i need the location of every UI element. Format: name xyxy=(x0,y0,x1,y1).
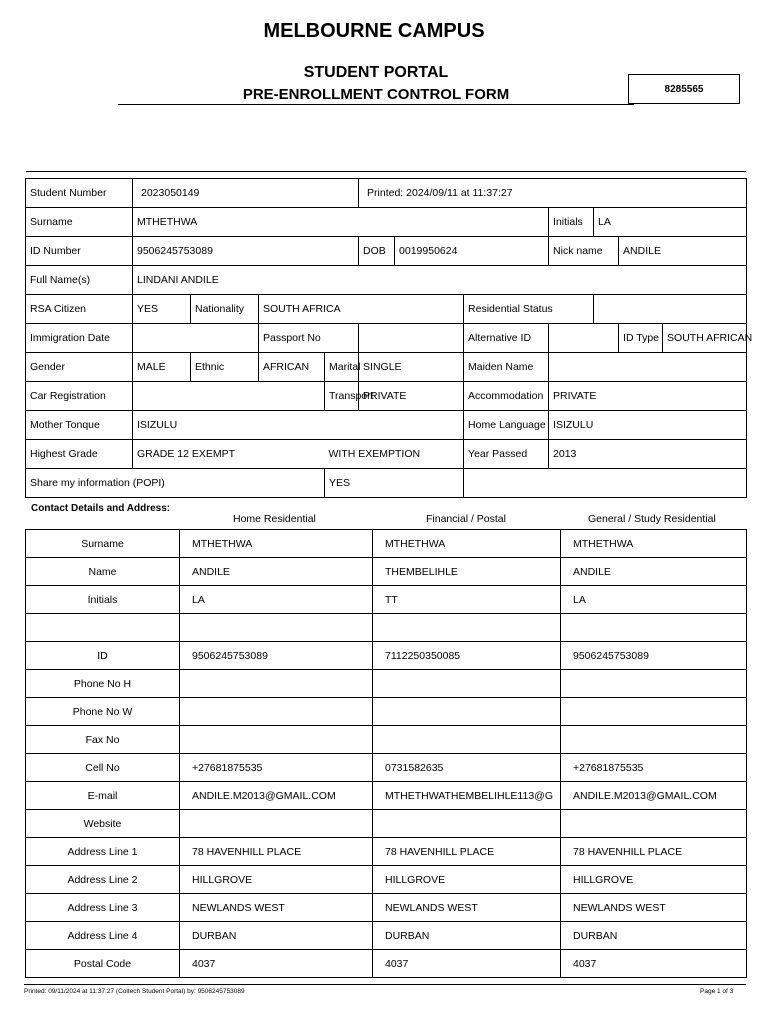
contact-row-label: Initials xyxy=(26,586,180,614)
form-title: PRE-ENROLLMENT CONTROL FORM xyxy=(242,86,510,103)
contact-row xyxy=(26,950,747,978)
contact-cell xyxy=(373,614,561,642)
contact-row xyxy=(26,922,747,950)
ethnic-value: AFRICAN xyxy=(259,353,325,382)
control-number-box: 8285565 xyxy=(628,74,740,104)
residential-status-value xyxy=(594,295,747,324)
ethnic-label: Ethnic xyxy=(191,353,259,382)
contact-row xyxy=(26,698,747,726)
contact-cell xyxy=(373,670,561,698)
row-immigration xyxy=(26,324,747,353)
contact-row-label: Website xyxy=(26,810,180,838)
contact-cell: DURBAN xyxy=(373,922,561,950)
contact-row xyxy=(26,838,747,866)
contact-cell xyxy=(180,726,373,754)
contact-cell xyxy=(561,810,747,838)
id-type-value: SOUTH AFRICAN xyxy=(663,324,747,353)
alt-id-value xyxy=(549,324,619,353)
contact-row xyxy=(26,670,747,698)
transport-label: Transport xyxy=(325,382,359,411)
marital-value: SINGLE xyxy=(359,353,464,382)
nickname-value: ANDILE xyxy=(619,237,747,266)
footer-line xyxy=(24,984,746,985)
contact-cell xyxy=(180,670,373,698)
contact-row-label: Fax No xyxy=(26,726,180,754)
contact-cell: DURBAN xyxy=(180,922,373,950)
contact-row xyxy=(26,782,747,810)
full-names-value: LINDANI ANDILE xyxy=(133,266,747,295)
contact-row xyxy=(26,866,747,894)
accommodation-label: Accommodation xyxy=(464,382,549,411)
home-language-label: Home Language xyxy=(464,411,549,440)
contact-cell: 78 HAVENHILL PLACE xyxy=(373,838,561,866)
contact-row-label: Cell No xyxy=(26,754,180,782)
contact-cell xyxy=(180,810,373,838)
contact-cell: HILLGROVE xyxy=(373,866,561,894)
row-student-number xyxy=(26,179,747,208)
header-separator xyxy=(26,171,746,172)
contact-row-label: Address Line 2 xyxy=(26,866,180,894)
contact-row-label: Surname xyxy=(26,530,180,558)
footer-printed-info: Printed: 09/11/2024 at 11:37:27 (Coltech Student Portal) by: 9506245753089 xyxy=(24,988,245,995)
row-id-number xyxy=(26,237,747,266)
contact-cell xyxy=(180,614,373,642)
popi-label: Share my information (POPI) xyxy=(26,469,325,498)
contact-row-label: Phone No H xyxy=(26,670,180,698)
contact-row xyxy=(26,642,747,670)
contact-cell xyxy=(561,698,747,726)
contact-cell xyxy=(561,670,747,698)
contact-cell: THEMBELIHLE xyxy=(373,558,561,586)
contact-row-label: ID xyxy=(26,642,180,670)
contact-cell: LA xyxy=(180,586,373,614)
title-underline xyxy=(118,104,634,105)
popi-empty xyxy=(464,469,747,498)
contact-cell: MTHETHWA xyxy=(180,530,373,558)
footer-page-number: Page 1 of 3 xyxy=(700,988,734,995)
contact-cell: +27681875535 xyxy=(180,754,373,782)
row-popi xyxy=(26,469,747,498)
contact-cell: ANDILE.M2013@GMAIL.COM xyxy=(180,782,373,810)
contact-cell: MTHETHWA xyxy=(561,530,747,558)
initials-value: LA xyxy=(594,208,747,237)
contact-cell: 0731582635 xyxy=(373,754,561,782)
row-surname xyxy=(26,208,747,237)
rsa-citizen-value: YES xyxy=(133,295,191,324)
highest-grade-value: GRADE 12 EXEMPT xyxy=(133,440,325,469)
marital-label: Marital xyxy=(325,353,359,382)
contact-cell xyxy=(561,614,747,642)
gender-label: Gender xyxy=(26,353,133,382)
alt-id-label: Alternative ID xyxy=(464,324,549,353)
row-gender xyxy=(26,353,747,382)
contact-cell: HILLGROVE xyxy=(180,866,373,894)
surname-label: Surname xyxy=(26,208,133,237)
contact-cell: +27681875535 xyxy=(561,754,747,782)
id-number-value: 9506245753089 xyxy=(133,237,359,266)
gender-value: MALE xyxy=(133,353,191,382)
immigration-date-label: Immigration Date xyxy=(26,324,133,353)
contact-cell: 7112250350085 xyxy=(373,642,561,670)
maiden-name-label: Maiden Name xyxy=(464,353,549,382)
immigration-date-value xyxy=(133,324,259,353)
full-names-label: Full Name(s) xyxy=(26,266,133,295)
contact-row-label: Phone No W xyxy=(26,698,180,726)
contact-cell: 4037 xyxy=(561,950,747,978)
maiden-name-value xyxy=(549,353,747,382)
passport-value xyxy=(359,324,464,353)
student-details-table xyxy=(25,178,753,498)
contact-row xyxy=(26,894,747,922)
year-passed-label: Year Passed xyxy=(464,440,549,469)
contact-row xyxy=(26,558,747,586)
contact-cell: 9506245753089 xyxy=(561,642,747,670)
student-number-label: Student Number xyxy=(26,179,133,208)
contact-cell xyxy=(373,698,561,726)
campus-title: MELBOURNE CAMPUS xyxy=(263,20,485,42)
dob-label: DOB xyxy=(359,237,395,266)
contact-cell: MTHETHWA xyxy=(373,530,561,558)
home-language-value: ISIZULU xyxy=(549,411,747,440)
mother-tongue-label: Mother Tonque xyxy=(26,411,133,440)
surname-value: MTHETHWA xyxy=(133,208,549,237)
exemption-value: WITH EXEMPTION xyxy=(325,440,464,469)
contact-row xyxy=(26,614,747,642)
contact-row xyxy=(26,754,747,782)
contact-cell: MTHETHWATHEMBELIHLE113@G xyxy=(373,782,561,810)
contact-cell: ANDILE xyxy=(561,558,747,586)
row-language xyxy=(26,411,747,440)
printed-timestamp: Printed: 2024/09/11 at 11:37:27 xyxy=(359,179,747,208)
contact-cell: NEWLANDS WEST xyxy=(373,894,561,922)
contact-cell: TT xyxy=(373,586,561,614)
contact-cell: NEWLANDS WEST xyxy=(180,894,373,922)
contact-cell: 78 HAVENHILL PLACE xyxy=(180,838,373,866)
contact-row-label: Address Line 3 xyxy=(26,894,180,922)
residential-status-label: Residential Status xyxy=(464,295,594,324)
contact-cell: LA xyxy=(561,586,747,614)
contact-cell xyxy=(180,698,373,726)
contact-row xyxy=(26,810,747,838)
highest-grade-label: Highest Grade xyxy=(26,440,133,469)
portal-title: STUDENT PORTAL xyxy=(303,64,449,81)
contact-row-label: Address Line 4 xyxy=(26,922,180,950)
contact-cell: HILLGROVE xyxy=(561,866,747,894)
accommodation-value: PRIVATE xyxy=(549,382,747,411)
contact-cell: DURBAN xyxy=(561,922,747,950)
contact-cell: NEWLANDS WEST xyxy=(561,894,747,922)
popi-value: YES xyxy=(325,469,464,498)
contact-row-label: Address Line 1 xyxy=(26,838,180,866)
contact-details-table xyxy=(25,529,747,978)
car-registration-label: Car Registration xyxy=(26,382,133,411)
rsa-citizen-label: RSA Citizen xyxy=(26,295,133,324)
contact-cell: 9506245753089 xyxy=(180,642,373,670)
contact-cell xyxy=(373,810,561,838)
contact-cell: 4037 xyxy=(373,950,561,978)
contact-row-label: Name xyxy=(26,558,180,586)
mother-tongue-value: ISIZULU xyxy=(133,411,464,440)
dob-value: 0019950624 xyxy=(395,237,549,266)
contact-cell xyxy=(561,726,747,754)
contact-row-label: Postal Code xyxy=(26,950,180,978)
contact-cell xyxy=(373,726,561,754)
nationality-value: SOUTH AFRICA xyxy=(259,295,464,324)
contact-cell: 78 HAVENHILL PLACE xyxy=(561,838,747,866)
passport-label: Passport No xyxy=(259,324,359,353)
row-grade xyxy=(26,440,747,469)
column-header-general: General / Study Residential xyxy=(588,513,716,525)
year-passed-value: 2013 xyxy=(549,440,747,469)
contact-cell: ANDILE.M2013@GMAIL.COM xyxy=(561,782,747,810)
contact-row xyxy=(26,726,747,754)
nationality-label: Nationality xyxy=(191,295,259,324)
contact-row xyxy=(26,530,747,558)
contact-row-label: E-mail xyxy=(26,782,180,810)
contact-row-label xyxy=(26,614,180,642)
car-registration-value xyxy=(133,382,325,411)
initials-label: Initials xyxy=(549,208,594,237)
contact-row xyxy=(26,586,747,614)
id-type-label: ID Type xyxy=(619,324,663,353)
nickname-label: Nick name xyxy=(549,237,619,266)
column-header-financial: Financial / Postal xyxy=(426,513,506,525)
id-number-label: ID Number xyxy=(26,237,133,266)
contact-cell: 4037 xyxy=(180,950,373,978)
contact-cell: ANDILE xyxy=(180,558,373,586)
student-number-value: 2023050149 xyxy=(133,179,359,208)
row-full-names xyxy=(26,266,747,295)
row-citizen xyxy=(26,295,747,324)
row-car xyxy=(26,382,747,411)
transport-value: PRIVATE xyxy=(359,382,464,411)
contact-section-label: Contact Details and Address: xyxy=(31,503,171,514)
column-header-home: Home Residential xyxy=(233,513,316,525)
